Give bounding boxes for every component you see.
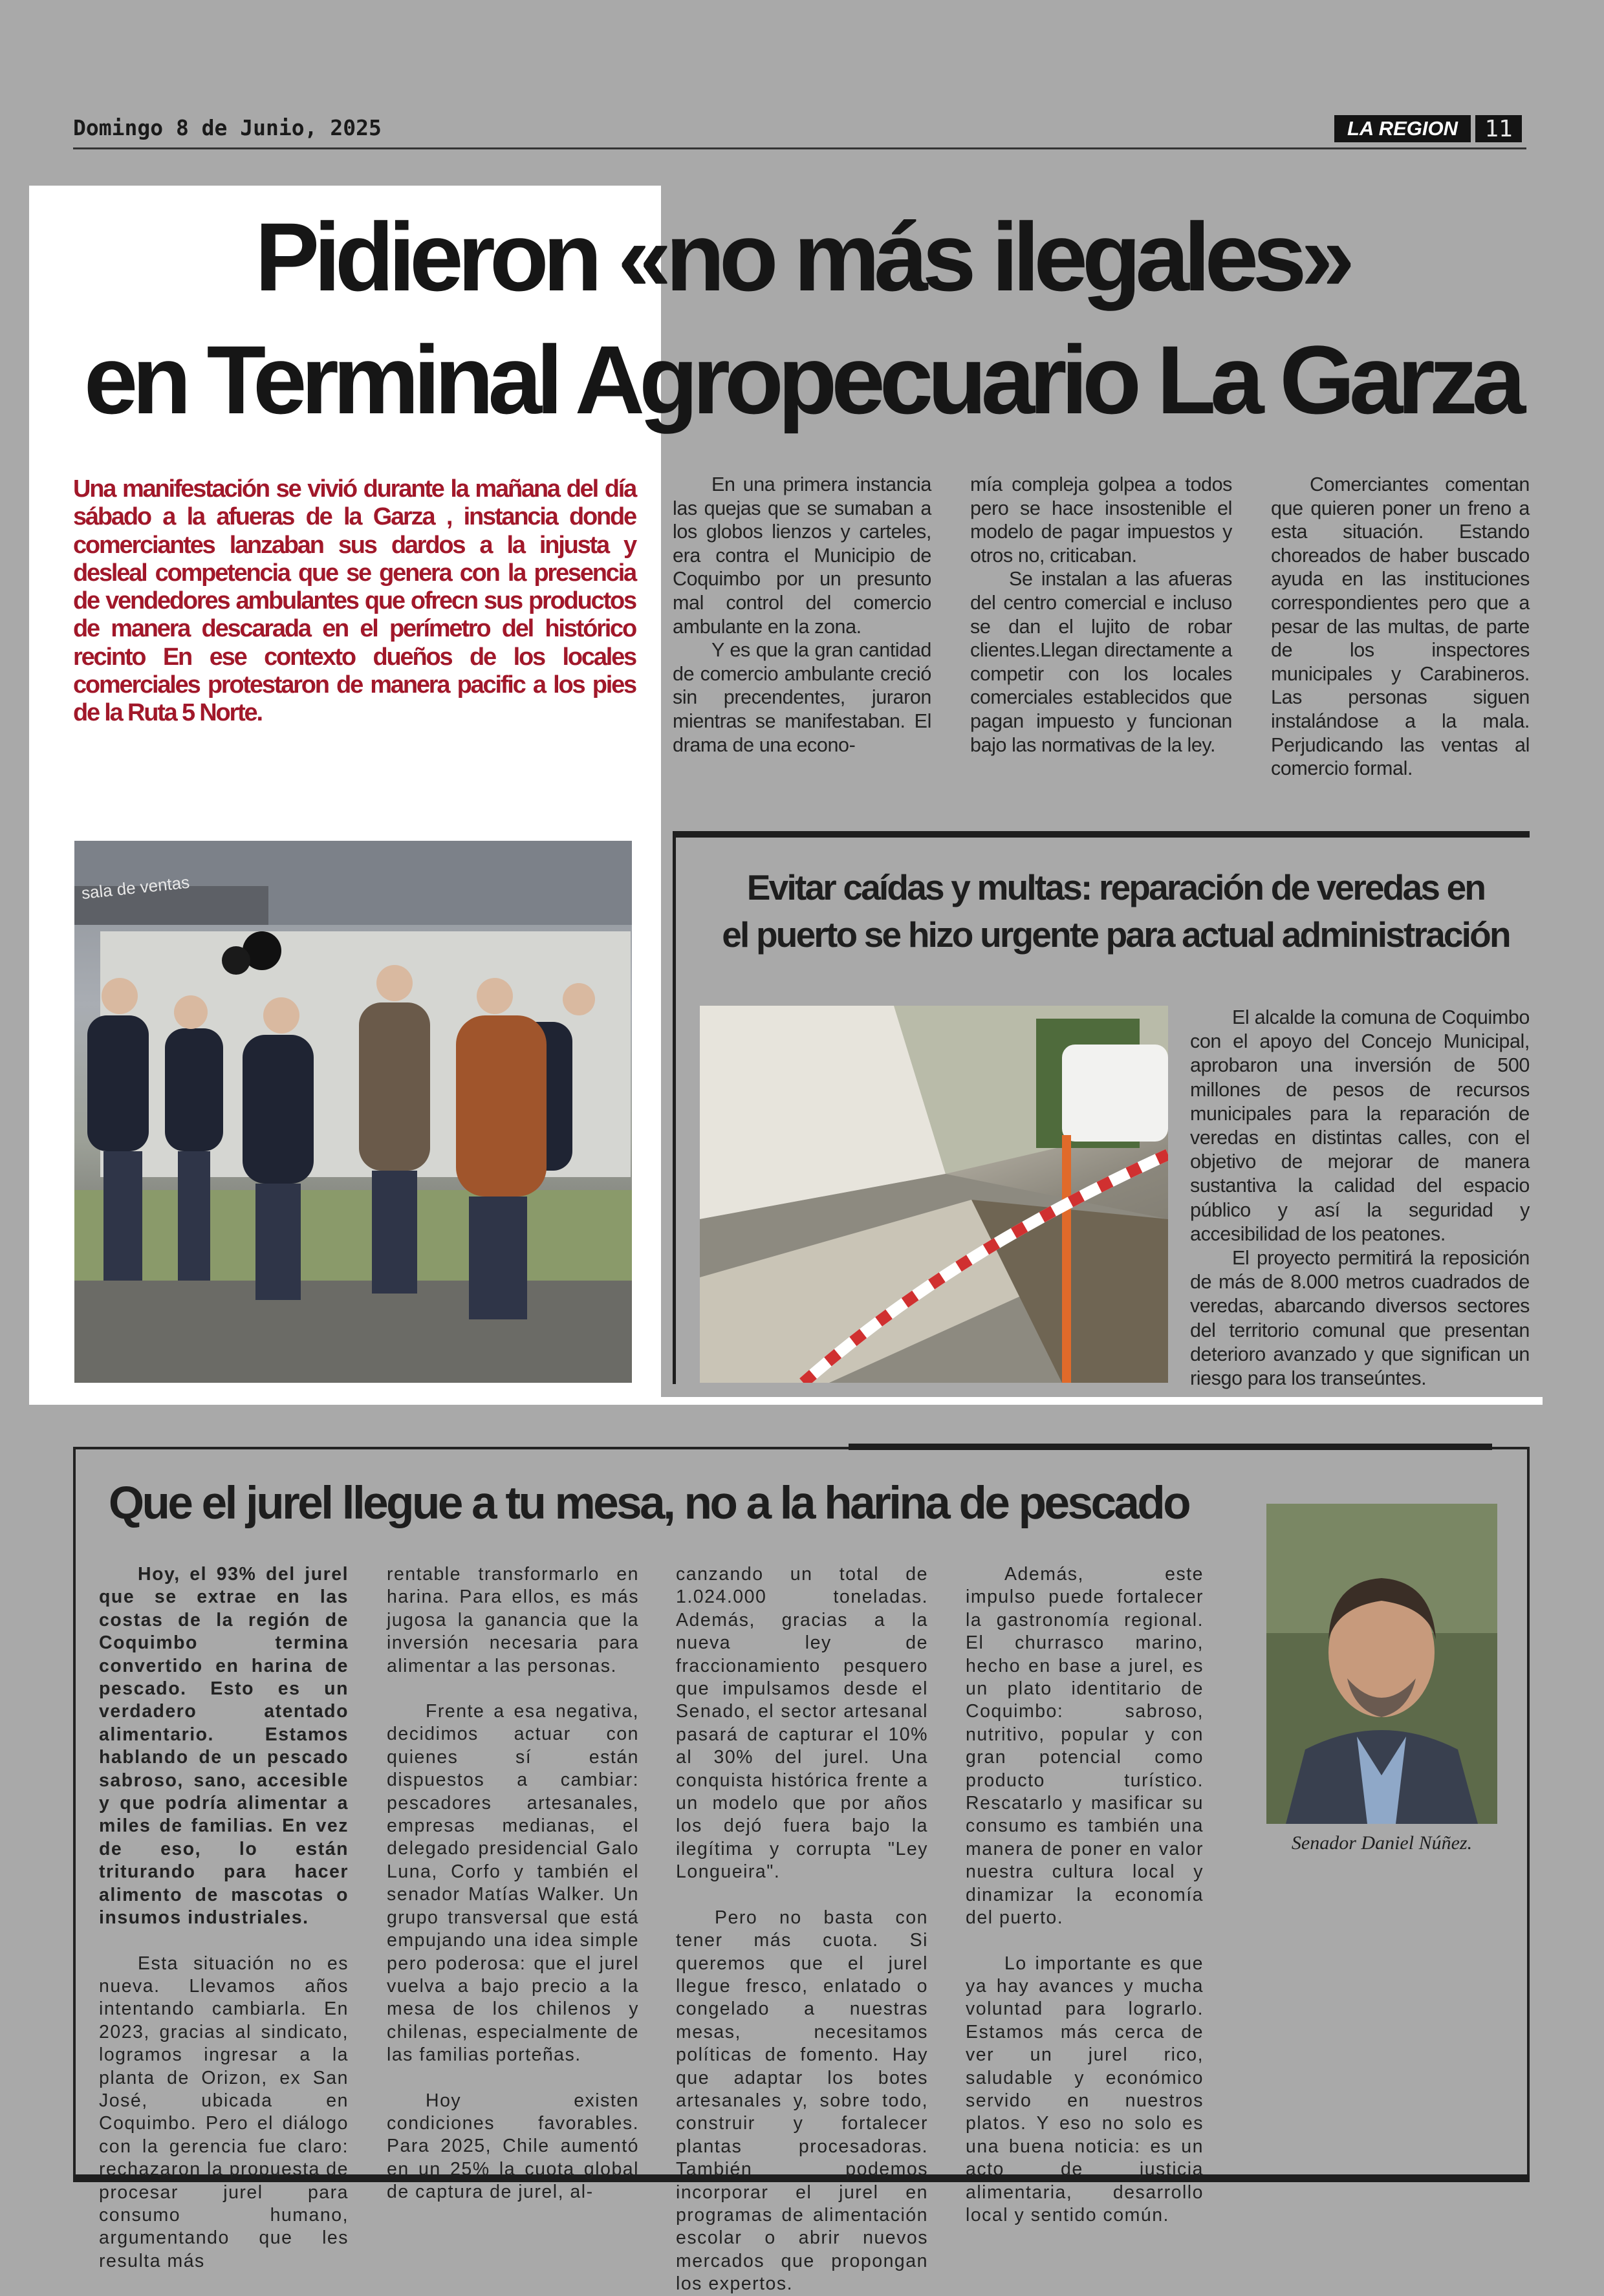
paragraph: Esta situación no es nueva. Llevamos años intentando cambiarla. En 2023, gracias al sindicato, logramos ingresar a la planta de Orizon, ex San José, ubicada en Coquimbo. Pero el diálogo con la gerencia fue claro: rechazaron la propuesta de procesar jurel para consumo humano, argumentando que les resulta más <box>99 1953 349 2271</box>
issue-date: Domingo 8 de Junio, 2025 <box>73 115 382 140</box>
paragraph: Se instalan a las afueras del centro comercial e incluso se dan el lujito de robar clientes.Llegan directamente a competir con los locales comerciales establecidos que pagan impuesto y funcionan bajo las normativas de la ley. <box>970 568 1232 756</box>
paragraph: Además, este impulso puede fortalecer la gastronomía regional. El churrasco marino, hecho en base a jurel, es un plato identitario de Coquimbo: sabroso, nutritivo, popular y con gran potencial como producto turístico. Rescatarlo y masificar su consumo es también una manera de poner en valor nuestra cultura local y dinamizar la economía del puerto. <box>966 1564 1204 1929</box>
paragraph: mía compleja golpea a todos pero se hace insostenible el modelo de pagar impuestos y otros no, criticaban. <box>970 473 1232 567</box>
opinion-column-3 <box>676 1563 928 2296</box>
paragraph: En una primera instancia las quejas que se sumaban a los globos lienzos y carteles, era contra el Municipio de Coquimbo por un presunto mal control del comercio ambulante en la zona. <box>673 473 931 638</box>
photo-caption: Senador Daniel Núñez. <box>1291 1832 1473 1854</box>
main-article-column-1 <box>673 473 931 757</box>
main-article-column-3 <box>1271 473 1530 781</box>
main-article-background-strip <box>661 1397 1543 1405</box>
sidewalk-article-body <box>1190 1006 1530 1391</box>
paragraph: El proyecto permitirá la reposición de más de 8.000 metros cuadrados de veredas, abarcando diversos sectores del territorio comunal que presentan deterioro avanzado y que significan un riesgo para los transeúntes. <box>1190 1247 1530 1390</box>
newspaper-logo: LA REGION <box>1334 115 1471 142</box>
opinion-column-4 <box>966 1563 1204 2227</box>
opinion-title: Que el jurel llegue a tu mesa, no a la harina de pescado <box>108 1478 1189 1529</box>
protest-photo <box>74 841 632 1383</box>
sidewalk-article-title-line2: el puerto se hizo urgente para actual administración <box>722 915 1510 955</box>
sidewalk-article-title-line1: Evitar caídas y multas: reparación de veredas en <box>746 867 1485 907</box>
opinion-column-1 <box>99 1563 349 2273</box>
section-rule <box>673 831 1530 838</box>
paragraph: Pero no basta con tener más cuota. Si queremos que el jurel llegue fresco, enlatado o congelado a nuestras mesas, necesitamos políticas de fomento. Hay que adaptar los botes artesanales y, sobre todo, construir y fortalecer plantas procesadoras. También podemos incorporar el jurel en programas de alimentación escolar o abrir nuevos mercados que propongan los expertos. <box>676 1907 928 2295</box>
photo-sign-text: sala de ventas <box>80 872 191 903</box>
paragraph: Comerciantes comentan que quieren poner un freno a esta situación. Estando choreados de haber buscado ayuda en las instituciones correspondientes pero que a pesar de las multas, de parte de los inspectores municipales y Carabineros. Las personas siguen instalándose a la mala. Perjudicando las ventas al comercio formal. <box>1271 473 1530 780</box>
paragraph: Hoy existen condiciones favorables. Para 2025, Chile aumentó en un 25% la cuota global de captura de jurel, al- <box>387 2090 639 2203</box>
opinion-column-2 <box>387 1563 639 2204</box>
opinion-box-top-accent <box>849 1444 1492 1450</box>
main-article-column-2 <box>970 473 1232 757</box>
opinion-box-left-border <box>73 1447 76 2182</box>
paragraph: Y es que la gran cantidad de comercio ambulante creció sin precendentes, juraron mientras se manifestaban. El drama de una econo- <box>673 639 931 756</box>
header-rule <box>73 147 1526 149</box>
page-number: 11 <box>1475 115 1522 142</box>
paragraph: Lo importante es que ya hay avances y mucha voluntad para lograrlo. Estamos más cerca de ver un jurel rico, saludable y económico servido en nuestros platos. Y eso no solo es una buena noticia: es un acto de justicia alimentaria, desarrollo local y sentido común. <box>966 1953 1204 2226</box>
paragraph: Hoy, el 93% del jurel que se extrae en las costas de la región de Coquimbo termina convertido en harina de pescado. Esto es un verdadero atentado alimentario. Estamos hablando de un pescado sabroso, sano, accesible y que podría alimentar a miles de familias. En vez de eso, lo están triturando para hacer alimento de mascotas o insumos industriales. <box>99 1564 349 1929</box>
main-headline-line1: Pidieron «no más ilegales» <box>255 202 1349 311</box>
main-article-lead: Una manifestación se vivió durante la mañana del día sábado a la afueras de la Garza , instancia donde comerciantes lanzaban sus dardos a la injusta y desleal competencia que se genera con la presencia de vendedores ambulantes que ofrecn sus productos de manera descarada en el perímetro del histórico recinto En ese contexto dueños de los locales comerciales protestaron de manera pacific a los pies de la Ruta 5 Norte. <box>73 475 636 727</box>
opinion-box-right-border <box>1527 1447 1530 2182</box>
paragraph: rentable transformarlo en harina. Para ellos, es más jugosa la ganancia que la inversión necesaria para alimentar a las personas. <box>387 1564 639 1676</box>
paragraph: canzando un total de 1.024.000 toneladas. Además, gracias a la nueva ley de fraccionamiento pesquero que impulsamos desde el Senado, el sector artesanal pasará de capturar el 10% al 30% del jurel. Una conquista histórica frente a un modelo que por años los dejó fuera bajo la ilegítima y corrupta "Ley Longueira". <box>676 1564 928 1883</box>
main-headline-line2: en Terminal Agropecuario La Garza <box>83 325 1521 434</box>
paragraph: El alcalde la comuna de Coquimbo con el apoyo del Concejo Municipal, aprobaron una inversión de 500 millones de pesos de recursos municipales para la reparación de veredas en distintas calles, con el objetivo de mejorar de manera sustantiva la calidad del espacio público y así la seguridad y accesibilidad de los peatones. <box>1190 1006 1530 1245</box>
paragraph: Frente a esa negativa, decidimos actuar con quienes sí están dispuestos a cambiar: pescadores artesanales, empresas medianas, el delegado presidencial Galo Luna, Corfo y también el senador Matías Walker. Un grupo transversal que está empujando una idea simple pero poderosa: que el jurel vuelva a bajo precio a la mesa de los chilenos y chilenas, especialmente de las familias porteñas. <box>387 1701 639 2066</box>
sidewalk-repair-photo <box>700 1006 1168 1383</box>
senator-portrait <box>1266 1504 1497 1824</box>
section-vertical-rule <box>673 831 676 1384</box>
